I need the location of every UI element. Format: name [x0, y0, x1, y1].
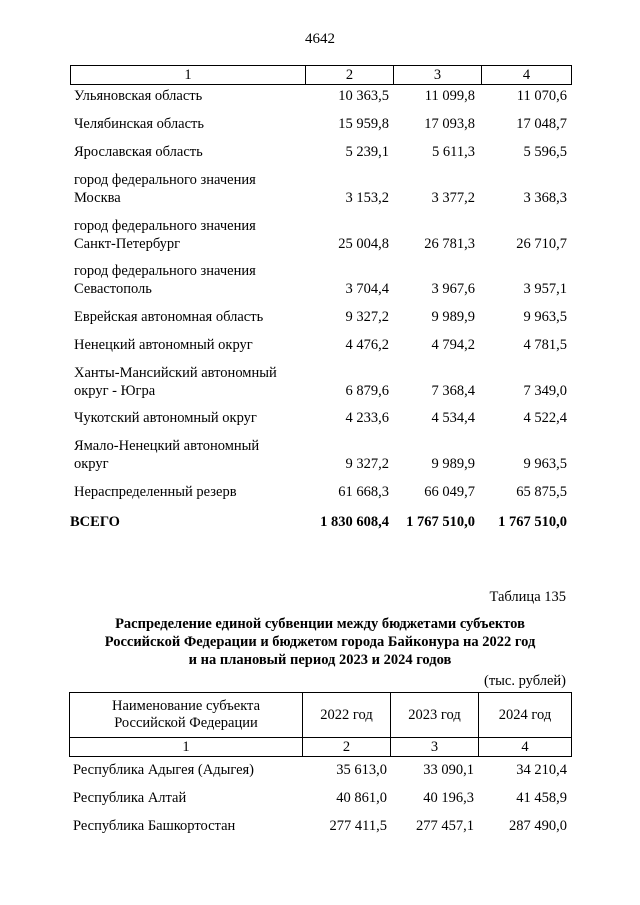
column-number: 1: [71, 66, 306, 84]
total-value: 1 767 510,0: [498, 514, 567, 530]
value-cell: 4 476,2: [345, 337, 389, 353]
value-cell: 26 710,7: [516, 236, 567, 252]
value-cell: 17 093,8: [424, 116, 475, 132]
table-title: Распределение единой субвенции между бюджетами субъектов Российской Федерации и бюджетом города Байконура на 2022 год и на плановый период 2023 и 2024 годов: [104, 616, 536, 668]
region-name: Республика Алтай: [73, 790, 187, 806]
table-column-numbers: [70, 65, 572, 85]
table-label: Таблица 135: [489, 589, 566, 605]
value-cell: 34 210,4: [516, 762, 567, 778]
value-cell: 26 781,3: [424, 236, 475, 252]
value-cell: 4 233,6: [345, 410, 389, 426]
column-number: 3: [394, 66, 482, 84]
total-value: 1 767 510,0: [406, 514, 475, 530]
region-name: Чукотский автономный округ: [74, 410, 257, 426]
value-cell: 3 957,1: [523, 281, 567, 297]
table-row: [70, 437, 572, 473]
value-cell: 5 611,3: [432, 144, 475, 160]
value-cell: 66 049,7: [424, 484, 475, 500]
value-cell: 41 458,9: [516, 790, 567, 806]
column-number: 4: [521, 739, 529, 755]
table-row: [70, 262, 572, 298]
value-cell: 65 875,5: [516, 484, 567, 500]
value-cell: 3 368,3: [523, 190, 567, 206]
value-cell: 4 781,5: [523, 337, 567, 353]
region-name: Ненецкий автономный округ: [74, 337, 253, 353]
value-cell: 25 004,8: [338, 236, 389, 252]
value-cell: 11 099,8: [424, 88, 475, 104]
value-cell: 7 368,4: [431, 383, 475, 399]
value-cell: 9 327,2: [345, 456, 389, 472]
value-cell: 277 411,5: [329, 818, 387, 834]
value-cell: 40 196,3: [423, 790, 474, 806]
header-year-2024: 2024 год: [498, 706, 552, 723]
region-name: Ханты-Мансийский автономный округ - Югра: [74, 365, 277, 399]
value-cell: 9 327,2: [345, 309, 389, 325]
value-cell: 10 363,5: [338, 88, 389, 104]
value-cell: 9 989,9: [431, 456, 475, 472]
subvention-table: [69, 692, 572, 834]
units-label: (тыс. рублей): [484, 673, 566, 689]
value-cell: 287 490,0: [509, 818, 567, 834]
region-name: Республика Башкортостан: [73, 818, 236, 834]
value-cell: 5 596,5: [523, 144, 567, 160]
region-name: Ярославская область: [74, 144, 203, 160]
value-cell: 4 534,4: [431, 410, 475, 426]
value-cell: 3 153,2: [345, 190, 389, 206]
total-value: 1 830 608,4: [320, 514, 389, 530]
continuation-table: [70, 65, 572, 530]
header-year-2023: 2023 год: [391, 693, 479, 737]
region-name: город федерального значения Санкт-Петербург: [74, 218, 256, 252]
value-cell: 9 963,5: [523, 309, 567, 325]
region-name: город федерального значения Севастополь: [74, 263, 256, 297]
table-column-numbers: [69, 738, 572, 757]
region-name: Еврейская автономная область: [74, 309, 264, 325]
value-cell: 277 457,1: [416, 818, 474, 834]
value-cell: 7 349,0: [523, 383, 567, 399]
column-number: 2: [306, 66, 394, 84]
value-cell: 35 613,0: [336, 762, 387, 778]
value-cell: 4 522,4: [523, 410, 567, 426]
value-cell: 3 377,2: [431, 190, 475, 206]
table-header: [69, 692, 572, 738]
value-cell: 40 861,0: [336, 790, 387, 806]
region-name: Челябинская область: [74, 116, 204, 132]
table-row: [70, 171, 572, 207]
region-name: Ульяновская область: [74, 88, 203, 104]
value-cell: 15 959,8: [338, 116, 389, 132]
header-year-2022: 2022 год: [303, 693, 391, 737]
value-cell: 3 967,6: [431, 281, 475, 297]
value-cell: 3 704,4: [345, 281, 389, 297]
value-cell: 33 090,1: [423, 762, 474, 778]
region-name: город федерального значения Москва: [74, 172, 256, 206]
region-name: Ямало-Ненецкий автономный округ: [74, 438, 260, 472]
total-label: ВСЕГО: [70, 514, 120, 530]
column-number: 1: [70, 738, 303, 756]
value-cell: 5 239,1: [345, 144, 389, 160]
value-cell: 17 048,7: [516, 116, 567, 132]
column-number: 3: [391, 738, 479, 756]
value-cell: 4 794,2: [431, 337, 475, 353]
column-number: 4: [522, 67, 531, 83]
value-cell: 9 963,5: [523, 456, 567, 472]
value-cell: 6 879,6: [345, 383, 389, 399]
column-number: 2: [303, 738, 391, 756]
table-row: [70, 364, 572, 400]
region-name: Нераспределенный резерв: [74, 484, 237, 500]
value-cell: 61 668,3: [338, 484, 389, 500]
table-row: [70, 217, 572, 253]
page-number: 4642: [305, 31, 335, 47]
value-cell: 11 070,6: [516, 88, 567, 104]
region-name: Республика Адыгея (Адыгея): [73, 762, 255, 778]
value-cell: 9 989,9: [431, 309, 475, 325]
header-region-name: Наименование субъекта Российской Федерации: [70, 693, 303, 737]
